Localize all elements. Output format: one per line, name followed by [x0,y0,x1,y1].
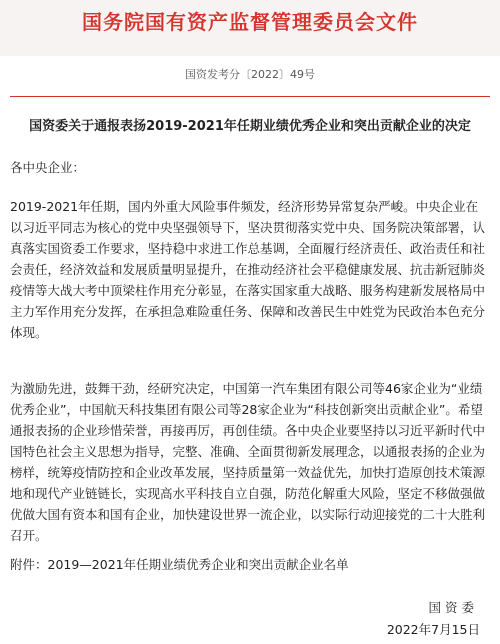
body-paragraph-2: 为激励先进，鼓舞干劲，经研究决定，中国第一汽车集团有限公司等46家企业为“业绩优秀企业”，中国航天科技集团有限公司等28家企业为“科技创新突出贡献企业”。希望通报表扬的企业珍惜荣誉，再接再厉，再创佳绩。各中央企业要坚持以习近平新时代中国特色社会主义思想为指导，完整、准确、全面贯彻新发展理念，以通报表扬的企业为榜样，统筹疫情防控和企业改革发展，坚持质量第一效益优先，加快打造原创技术策源地和现代产业链链长，实现高水平科技自立自强，防范化解重大风险，坚定不移做强做优做大国有资本和国有企业，加快建设世界一流企业，以实际行动迎接党的二十大胜利召开。 [10,381,486,543]
salutation: 各中央企业： [10,160,86,175]
red-divider-line [10,96,490,97]
issuing-organization-title: 国务院国有资产监督管理委员会文件 [82,10,418,34]
document-headline: 国资委关于通报表扬2019-2021年任期业绩优秀企业和突出贡献企业的决定 [29,119,471,134]
attachment-line: 附件：2019—2021年任期业绩优秀企业和突出贡献企业名单 [10,557,349,572]
document-number: 国资发考分〔2022〕49号 [185,68,315,81]
issuer-signature: 国资委 [428,600,478,615]
body-paragraph-1: 2019-2021年任期，国内外重大风险事件频发，经济形势异常复杂严峻。中央企业在以习近平同志为核心的党中央坚强领导下，坚决贯彻落实党中央、国务院决策部署，认真落实国资委工作要求，坚持稳中求进工作总基调，全面履行经济责任、政治责任和社会责任，经济效益和发展质量明显提升，在推动经济社会平稳健康发展、抗击新冠肺炎疫情等大战大考中顶梁柱作用充分彰显，在落实国家重大战略、服务构建新发展格局中主力军作用充分发挥，在承担急难险重任务、保障和改善民生中姓党为民政治本色充分体现。 [10,199,486,340]
document-header [0,0,500,56]
issue-date: 2022年7月15日 [386,622,480,637]
